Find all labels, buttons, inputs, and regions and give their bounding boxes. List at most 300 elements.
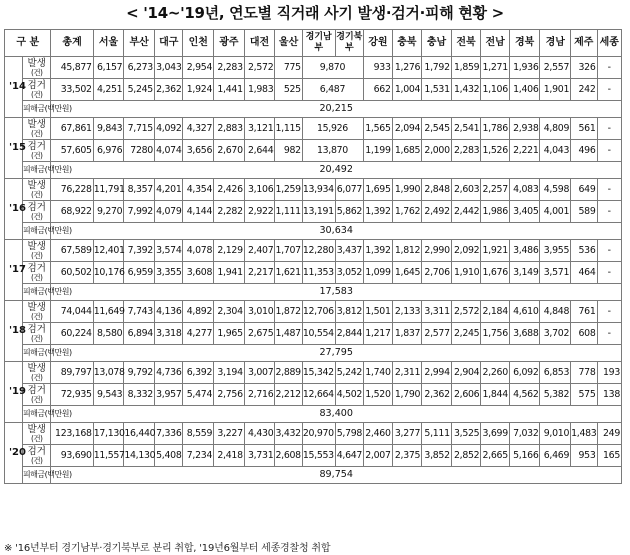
row-label-text: 피해금 (22, 409, 45, 418)
value-cell: 4,354 (183, 179, 214, 201)
header-row (5, 30, 622, 57)
value-cell: 2,852 (451, 445, 481, 467)
value-cell: 4,001 (540, 201, 571, 223)
header-region: 서울 (93, 30, 124, 57)
row-label-text: 피해금 (22, 104, 45, 113)
value-cell: 1,859 (451, 57, 481, 79)
table-row-arrest (5, 262, 622, 284)
value-cell: 5,111 (422, 423, 452, 445)
row-label (22, 467, 72, 484)
row-label-text: 피해금 (22, 226, 45, 235)
value-cell: 33,502 (51, 79, 93, 101)
value-cell: 1,441 (214, 79, 245, 101)
row-label-unit: (건) (31, 394, 43, 404)
value-cell: 4,647 (335, 445, 364, 467)
value-cell: 2,670 (214, 140, 245, 162)
row-label (22, 262, 51, 284)
row-label-unit: (건) (31, 189, 43, 199)
value-cell: 1,740 (364, 362, 393, 384)
row-label-text: 발생 (27, 57, 46, 69)
row-label-text: 검거 (27, 201, 46, 213)
row-label-unit: (건) (31, 128, 43, 138)
value-cell: 68,922 (51, 201, 93, 223)
value-cell: 4,736 (154, 362, 183, 384)
table-row-occurrence (5, 301, 622, 323)
row-label (22, 118, 51, 140)
row-label-text: 검거 (27, 445, 46, 457)
value-cell: 5,798 (335, 423, 364, 445)
value-cell: 14,130 (124, 445, 155, 467)
value-cell: 2,938 (509, 118, 540, 140)
value-cell: 1,217 (364, 323, 393, 345)
value-cell: 1,756 (481, 323, 510, 345)
value-cell: 123,168 (51, 423, 93, 445)
value-cell: 11,557 (93, 445, 124, 467)
value-cell: 2,257 (481, 179, 510, 201)
year-cell: '14 (5, 57, 23, 118)
value-cell: 2,221 (509, 140, 540, 162)
header-region: 전남 (481, 30, 510, 57)
row-label-text: 검거 (27, 79, 46, 91)
value-cell: 1,676 (481, 262, 510, 284)
value-cell: - (597, 323, 621, 345)
table-row-damage (5, 345, 622, 362)
value-cell: 2,844 (335, 323, 364, 345)
value-cell: 2,922 (244, 201, 275, 223)
value-cell: 2,904 (451, 362, 481, 384)
value-cell: 6,894 (124, 323, 155, 345)
value-cell: 3,052 (335, 262, 364, 284)
row-label (22, 240, 51, 262)
value-cell: 2,572 (244, 57, 275, 79)
fraud-stats-table (4, 29, 622, 484)
row-label-text: 발생 (27, 423, 46, 435)
value-cell: 11,791 (93, 179, 124, 201)
value-cell: 4,079 (154, 201, 183, 223)
value-cell: 775 (275, 57, 302, 79)
value-cell: - (597, 79, 621, 101)
value-cell: 1,392 (364, 201, 393, 223)
value-cell: 953 (571, 445, 597, 467)
table-row-arrest (5, 79, 622, 101)
value-cell: 4,562 (509, 384, 540, 406)
value-cell: 17,130 (93, 423, 124, 445)
value-cell: 3,355 (154, 262, 183, 284)
value-cell: 3,010 (244, 301, 275, 323)
row-label-text: 검거 (27, 323, 46, 335)
value-cell: 7,032 (509, 423, 540, 445)
value-cell: 2,706 (422, 262, 452, 284)
row-label-text: 검거 (27, 384, 46, 396)
value-cell: 3,194 (214, 362, 245, 384)
value-cell: 1,844 (481, 384, 510, 406)
value-cell: 4,043 (540, 140, 571, 162)
value-cell: 1,531 (422, 79, 452, 101)
value-cell: 1,199 (364, 140, 393, 162)
value-cell: - (597, 262, 621, 284)
row-label-unit: (건) (31, 250, 43, 260)
value-cell: 74,044 (51, 301, 93, 323)
header-region: 경남 (540, 30, 571, 57)
value-cell: 4,092 (154, 118, 183, 140)
header-region: 경북 (509, 30, 540, 57)
value-cell: 20,970 (302, 423, 335, 445)
value-cell: - (597, 301, 621, 323)
table-row-arrest (5, 445, 622, 467)
row-label (22, 345, 72, 362)
value-cell: 9,870 (302, 57, 363, 79)
value-cell: 2,545 (422, 118, 452, 140)
row-label (22, 362, 51, 384)
value-cell: 662 (364, 79, 393, 101)
value-cell: 2,283 (451, 140, 481, 162)
year-cell: '16 (5, 179, 23, 240)
year-cell: '19 (5, 362, 23, 423)
row-label-unit: (백만원) (44, 348, 72, 357)
header-region: 울산 (275, 30, 302, 57)
header-region: 충남 (422, 30, 452, 57)
value-cell: 1,106 (481, 79, 510, 101)
value-cell: 4,327 (183, 118, 214, 140)
value-cell: 1,872 (275, 301, 302, 323)
row-label (22, 284, 72, 301)
value-cell: 6,273 (124, 57, 155, 79)
header-region: 인천 (183, 30, 214, 57)
value-cell: 1,526 (481, 140, 510, 162)
header-region: 강원 (364, 30, 393, 57)
value-cell: 5,245 (124, 79, 155, 101)
value-cell: 10,176 (93, 262, 124, 284)
value-cell: 4,610 (509, 301, 540, 323)
value-cell: 2,311 (392, 362, 422, 384)
row-label (22, 423, 51, 445)
value-cell: 1,276 (392, 57, 422, 79)
row-label-unit: (백만원) (44, 165, 72, 174)
value-cell: 2,000 (422, 140, 452, 162)
value-cell: 2,541 (451, 118, 481, 140)
value-cell: 2,665 (481, 445, 510, 467)
value-cell: 1,645 (392, 262, 422, 284)
value-cell: 9,010 (540, 423, 571, 445)
value-cell: 1,565 (364, 118, 393, 140)
row-label-unit: (건) (31, 433, 43, 443)
value-cell: 93,690 (51, 445, 93, 467)
value-cell: - (597, 179, 621, 201)
value-cell: 12,280 (302, 240, 335, 262)
table-row-damage (5, 162, 622, 179)
value-cell: 536 (571, 240, 597, 262)
value-cell: 60,224 (51, 323, 93, 345)
value-cell: 561 (571, 118, 597, 140)
row-label-unit: (건) (31, 211, 43, 221)
header-region: 대구 (154, 30, 183, 57)
value-cell: 1,685 (392, 140, 422, 162)
value-cell: 3,656 (183, 140, 214, 162)
row-label-unit: (건) (31, 333, 43, 343)
value-cell: 242 (571, 79, 597, 101)
value-cell: 3,432 (275, 423, 302, 445)
value-cell: 3,525 (451, 423, 481, 445)
value-cell: 1,432 (451, 79, 481, 101)
value-cell: 5,382 (540, 384, 571, 406)
value-cell: 8,559 (183, 423, 214, 445)
value-cell: 7,336 (154, 423, 183, 445)
value-cell: 1,921 (481, 240, 510, 262)
value-cell: 6,392 (183, 362, 214, 384)
value-cell: 1,990 (392, 179, 422, 201)
value-cell: 67,589 (51, 240, 93, 262)
table-row-arrest (5, 201, 622, 223)
table-row-damage (5, 101, 622, 118)
value-cell: 9,270 (93, 201, 124, 223)
value-cell: 2,889 (275, 362, 302, 384)
value-cell: 4,809 (540, 118, 571, 140)
row-label (22, 323, 51, 345)
table-row-occurrence (5, 423, 622, 445)
row-label (22, 79, 51, 101)
value-cell: 7,992 (124, 201, 155, 223)
value-cell: 57,605 (51, 140, 93, 162)
value-cell: 6,092 (509, 362, 540, 384)
year-cell: '20 (5, 423, 23, 484)
value-cell: 10,554 (302, 323, 335, 345)
value-cell: 3,574 (154, 240, 183, 262)
damage-total-cell: 30,634 (51, 223, 622, 240)
value-cell: 2,426 (214, 179, 245, 201)
table-row-damage (5, 467, 622, 484)
value-cell: 5,474 (183, 384, 214, 406)
value-cell: 4,502 (335, 384, 364, 406)
value-cell: 1,392 (364, 240, 393, 262)
table-row-occurrence (5, 362, 622, 384)
value-cell: 575 (571, 384, 597, 406)
value-cell: 933 (364, 57, 393, 79)
value-cell: 2,184 (481, 301, 510, 323)
value-cell: 2,675 (244, 323, 275, 345)
value-cell: 7,234 (183, 445, 214, 467)
value-cell: 9,792 (124, 362, 155, 384)
value-cell: 1,004 (392, 79, 422, 101)
value-cell: 3,852 (422, 445, 452, 467)
value-cell: 1,111 (275, 201, 302, 223)
value-cell: 6,976 (93, 140, 124, 162)
value-cell: 525 (275, 79, 302, 101)
value-cell: 6,469 (540, 445, 571, 467)
value-cell: 3,106 (244, 179, 275, 201)
value-cell: 6,077 (335, 179, 364, 201)
row-label (22, 179, 51, 201)
value-cell: 3,957 (154, 384, 183, 406)
header-total: 총계 (51, 30, 93, 57)
value-cell: 193 (597, 362, 621, 384)
value-cell: 1,910 (451, 262, 481, 284)
header-region: 광주 (214, 30, 245, 57)
value-cell: 15,342 (302, 362, 335, 384)
value-cell: 7,743 (124, 301, 155, 323)
header-region: 제주 (571, 30, 597, 57)
value-cell: 3,486 (509, 240, 540, 262)
value-cell: 1,762 (392, 201, 422, 223)
value-cell: 3,277 (392, 423, 422, 445)
value-cell: 9,843 (93, 118, 124, 140)
value-cell: 13,870 (302, 140, 363, 162)
value-cell: 5,408 (154, 445, 183, 467)
value-cell: 4,074 (154, 140, 183, 162)
value-cell: 1,271 (481, 57, 510, 79)
value-cell: 7280 (124, 140, 155, 162)
value-cell: 13,934 (302, 179, 335, 201)
value-cell: 2,606 (451, 384, 481, 406)
row-label-unit: (백만원) (44, 287, 72, 296)
row-label-unit: (건) (31, 150, 43, 160)
value-cell: 4,078 (183, 240, 214, 262)
row-label (22, 301, 51, 323)
row-label (22, 384, 51, 406)
value-cell: 2,994 (422, 362, 452, 384)
damage-total-cell: 83,400 (51, 406, 622, 423)
value-cell: 2,577 (422, 323, 452, 345)
value-cell: 1,901 (540, 79, 571, 101)
value-cell: 2,283 (214, 57, 245, 79)
value-cell: 5,166 (509, 445, 540, 467)
row-label-unit: (건) (31, 89, 43, 99)
value-cell: 8,357 (124, 179, 155, 201)
value-cell: 6,853 (540, 362, 571, 384)
value-cell: 3,731 (244, 445, 275, 467)
value-cell: 4,277 (183, 323, 214, 345)
header-region: 대전 (244, 30, 275, 57)
value-cell: 1,520 (364, 384, 393, 406)
header-category: 구 분 (5, 30, 51, 57)
table-row-arrest (5, 323, 622, 345)
value-cell: 3,437 (335, 240, 364, 262)
value-cell: 2,848 (422, 179, 452, 201)
value-cell: 2,460 (364, 423, 393, 445)
damage-total-cell: 27,795 (51, 345, 622, 362)
value-cell: - (597, 57, 621, 79)
value-cell: 5,242 (335, 362, 364, 384)
value-cell: 8,580 (93, 323, 124, 345)
value-cell: 89,797 (51, 362, 93, 384)
value-cell: 1,115 (275, 118, 302, 140)
value-cell: 138 (597, 384, 621, 406)
value-cell: 2,007 (364, 445, 393, 467)
value-cell: 464 (571, 262, 597, 284)
value-cell: 2,217 (244, 262, 275, 284)
value-cell: 1,786 (481, 118, 510, 140)
value-cell: 3,702 (540, 323, 571, 345)
value-cell: 4,430 (244, 423, 275, 445)
header-region: 전북 (451, 30, 481, 57)
row-label (22, 101, 72, 118)
row-label-text: 피해금 (22, 470, 45, 479)
value-cell: 1,483 (571, 423, 597, 445)
row-label (22, 223, 72, 240)
row-label-text: 피해금 (22, 287, 45, 296)
value-cell: 608 (571, 323, 597, 345)
value-cell: 778 (571, 362, 597, 384)
damage-total-cell: 20,492 (51, 162, 622, 179)
value-cell: 982 (275, 140, 302, 162)
table-row-occurrence (5, 179, 622, 201)
value-cell: 2,756 (214, 384, 245, 406)
value-cell: 1,812 (392, 240, 422, 262)
row-label-unit: (건) (31, 311, 43, 321)
row-label (22, 406, 72, 423)
value-cell: 3,121 (244, 118, 275, 140)
value-cell: 6,487 (302, 79, 363, 101)
value-cell: 1,837 (392, 323, 422, 345)
value-cell: 165 (597, 445, 621, 467)
value-cell: 3,149 (509, 262, 540, 284)
value-cell: 1,707 (275, 240, 302, 262)
row-label-text: 발생 (27, 118, 46, 130)
row-label-text: 검거 (27, 262, 46, 274)
value-cell: 1,259 (275, 179, 302, 201)
value-cell: 6,959 (124, 262, 155, 284)
header-region: 부산 (124, 30, 155, 57)
value-cell: 2,362 (154, 79, 183, 101)
table-row-damage (5, 223, 622, 240)
value-cell: 1,792 (422, 57, 452, 79)
value-cell: 8,332 (124, 384, 155, 406)
value-cell: 72,935 (51, 384, 93, 406)
value-cell: 589 (571, 201, 597, 223)
value-cell: 1,406 (509, 79, 540, 101)
value-cell: 2,883 (214, 118, 245, 140)
value-cell: 2,603 (451, 179, 481, 201)
row-label (22, 445, 51, 467)
year-cell: '15 (5, 118, 23, 179)
value-cell: 60,502 (51, 262, 93, 284)
value-cell: 5,862 (335, 201, 364, 223)
value-cell: 76,228 (51, 179, 93, 201)
value-cell: 249 (597, 423, 621, 445)
row-label-unit: (건) (31, 455, 43, 465)
row-label-unit: (건) (31, 67, 43, 77)
value-cell: 4,144 (183, 201, 214, 223)
value-cell: 2,245 (451, 323, 481, 345)
year-cell: '17 (5, 240, 23, 301)
table-row-arrest (5, 140, 622, 162)
value-cell: 2,260 (481, 362, 510, 384)
value-cell: 4,201 (154, 179, 183, 201)
row-label-unit: (백만원) (44, 409, 72, 418)
value-cell: 12,401 (93, 240, 124, 262)
value-cell: 2,129 (214, 240, 245, 262)
value-cell: 2,716 (244, 384, 275, 406)
value-cell: 1,487 (275, 323, 302, 345)
row-label (22, 162, 72, 179)
value-cell: 13,078 (93, 362, 124, 384)
value-cell: 12,706 (302, 301, 335, 323)
table-row-occurrence (5, 57, 622, 79)
value-cell: 2,094 (392, 118, 422, 140)
value-cell: 15,926 (302, 118, 363, 140)
row-label-text: 발생 (27, 301, 46, 313)
value-cell: 3,688 (509, 323, 540, 345)
value-cell: 3,311 (422, 301, 452, 323)
table-row-occurrence (5, 240, 622, 262)
value-cell: 3,043 (154, 57, 183, 79)
row-label-text: 발생 (27, 240, 46, 252)
value-cell: 2,304 (214, 301, 245, 323)
row-label-text: 피해금 (22, 348, 45, 357)
value-cell: 1,621 (275, 262, 302, 284)
value-cell: 16,440 (124, 423, 155, 445)
value-cell: 2,644 (244, 140, 275, 162)
value-cell: 1,924 (183, 79, 214, 101)
